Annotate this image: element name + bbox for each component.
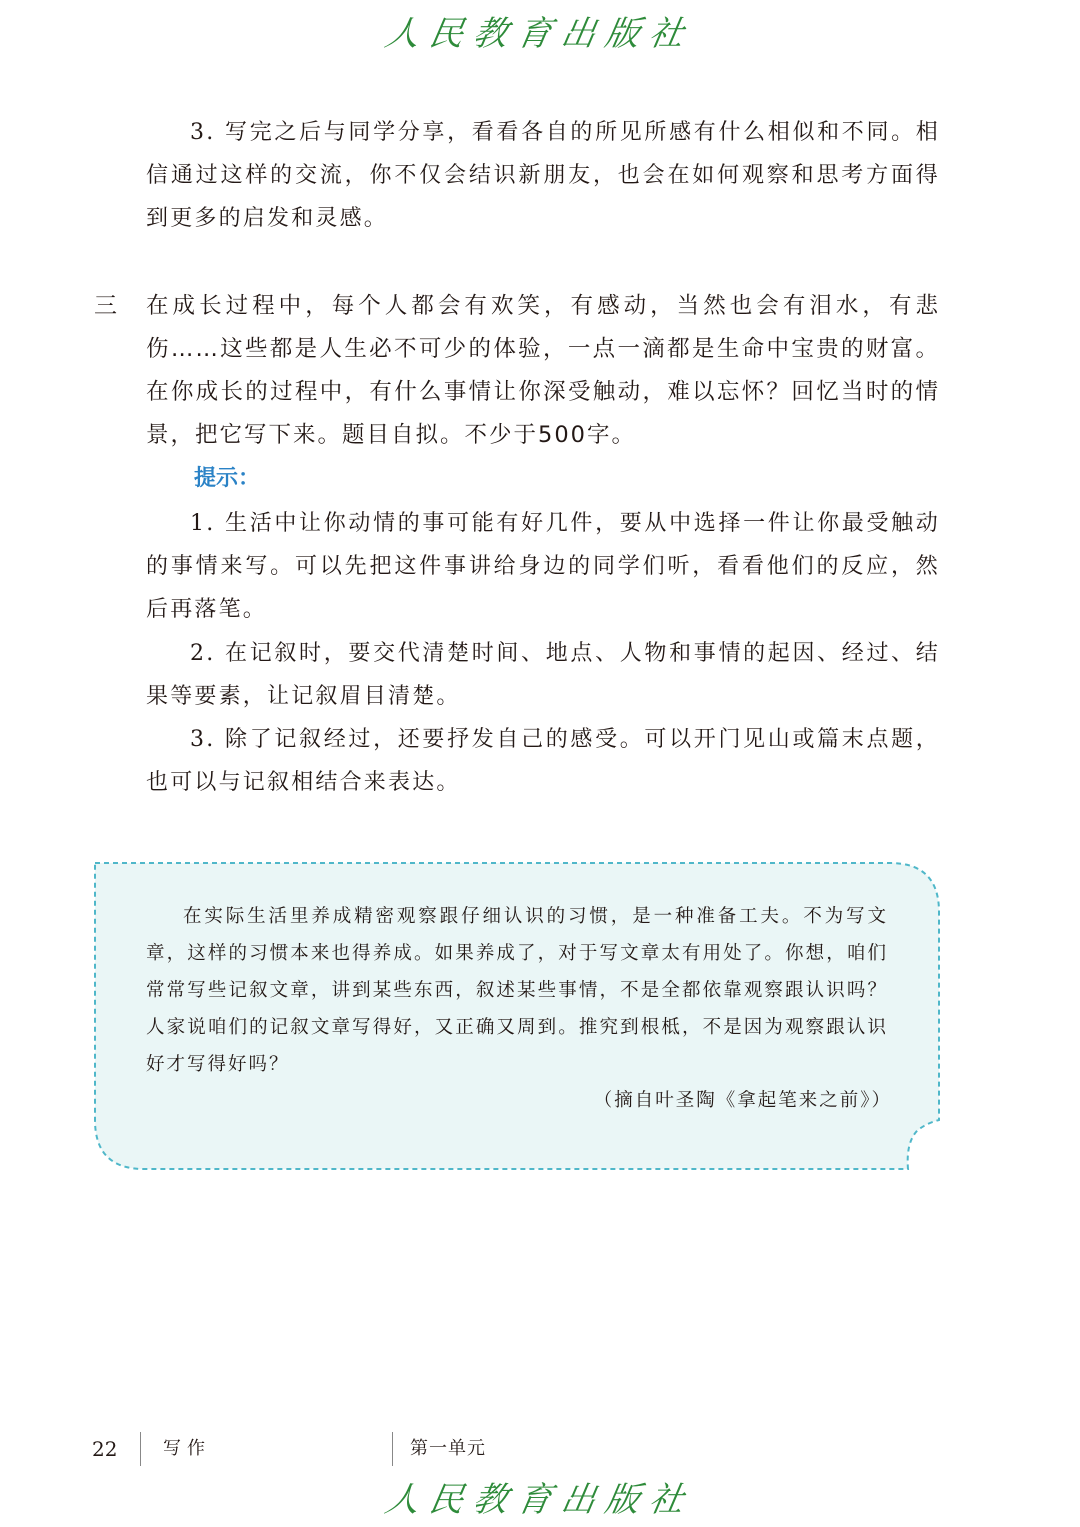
hint-item-1: 1. 生活中让你动情的事可能有好几件，要从中选择一件让你最受触动的事情来写。可以先把这件事讲给身边的同学们听，看看他们的反应，然后再落笔。 [146, 511, 940, 622]
writing-prompt: 在成长过程中，每个人都会有欢笑，有感动，当然也会有泪水，有悲伤……这些都是人生必不可少的体验，一点一滴都是生命中宝贵的财富。在你成长的过程中，有什么事情让你深受触动，难以忘怀？回忆当时的情景，把它写下来。题目自拟。不少于500字。 [146, 293, 940, 448]
section-number: 三 [94, 293, 117, 319]
quote-source: （摘自叶圣陶《拿起笔来之前》） [593, 1090, 892, 1111]
publisher-logo-top: 人民教育出版社 [381, 14, 697, 54]
hint-item-3: 3. 除了记叙经过，还要抒发自己的感受。可以开门见山或篇末点题，也可以与记叙相结合来表达。 [146, 727, 940, 795]
quote-box [94, 862, 940, 1170]
hint-label: 提示： [194, 466, 261, 491]
publisher-logo-bottom: 人民教育出版社 [381, 1480, 697, 1520]
page-number: 22 [92, 1437, 118, 1461]
hint-item-2: 2. 在记叙时，要交代清楚时间、地点、人物和事情的起因、经过、结果等要素，让记叙眉目清楚。 [146, 641, 940, 709]
item-3-paragraph: 3. 写完之后与同学分享，看看各自的所见所感有什么相似和不同。相信通过这样的交流，你不仅会结识新朋友，也会在如何观察和思考方面得到更多的启发和灵感。 [146, 120, 940, 231]
footer-unit-title: 第一单元 [410, 1438, 486, 1459]
footer-divider-2 [392, 1432, 393, 1466]
footer-divider-1 [140, 1432, 141, 1466]
quote-text: 在实际生活里养成精密观察跟仔细认识的习惯，是一种准备工夫。不为写文章，这样的习惯本来也得养成。如果养成了，对于写文章太有用处了。你想，咱们常常写些记叙文章，讲到某些东西，叙述某些事情，不是全都依靠观察跟认识吗？人家说咱们的记叙文章写得好，又正确又周到。推究到根柢，不是因为观察跟认识好才写得好吗？ [146, 906, 888, 1075]
footer-section-title: 写作 [163, 1438, 211, 1459]
